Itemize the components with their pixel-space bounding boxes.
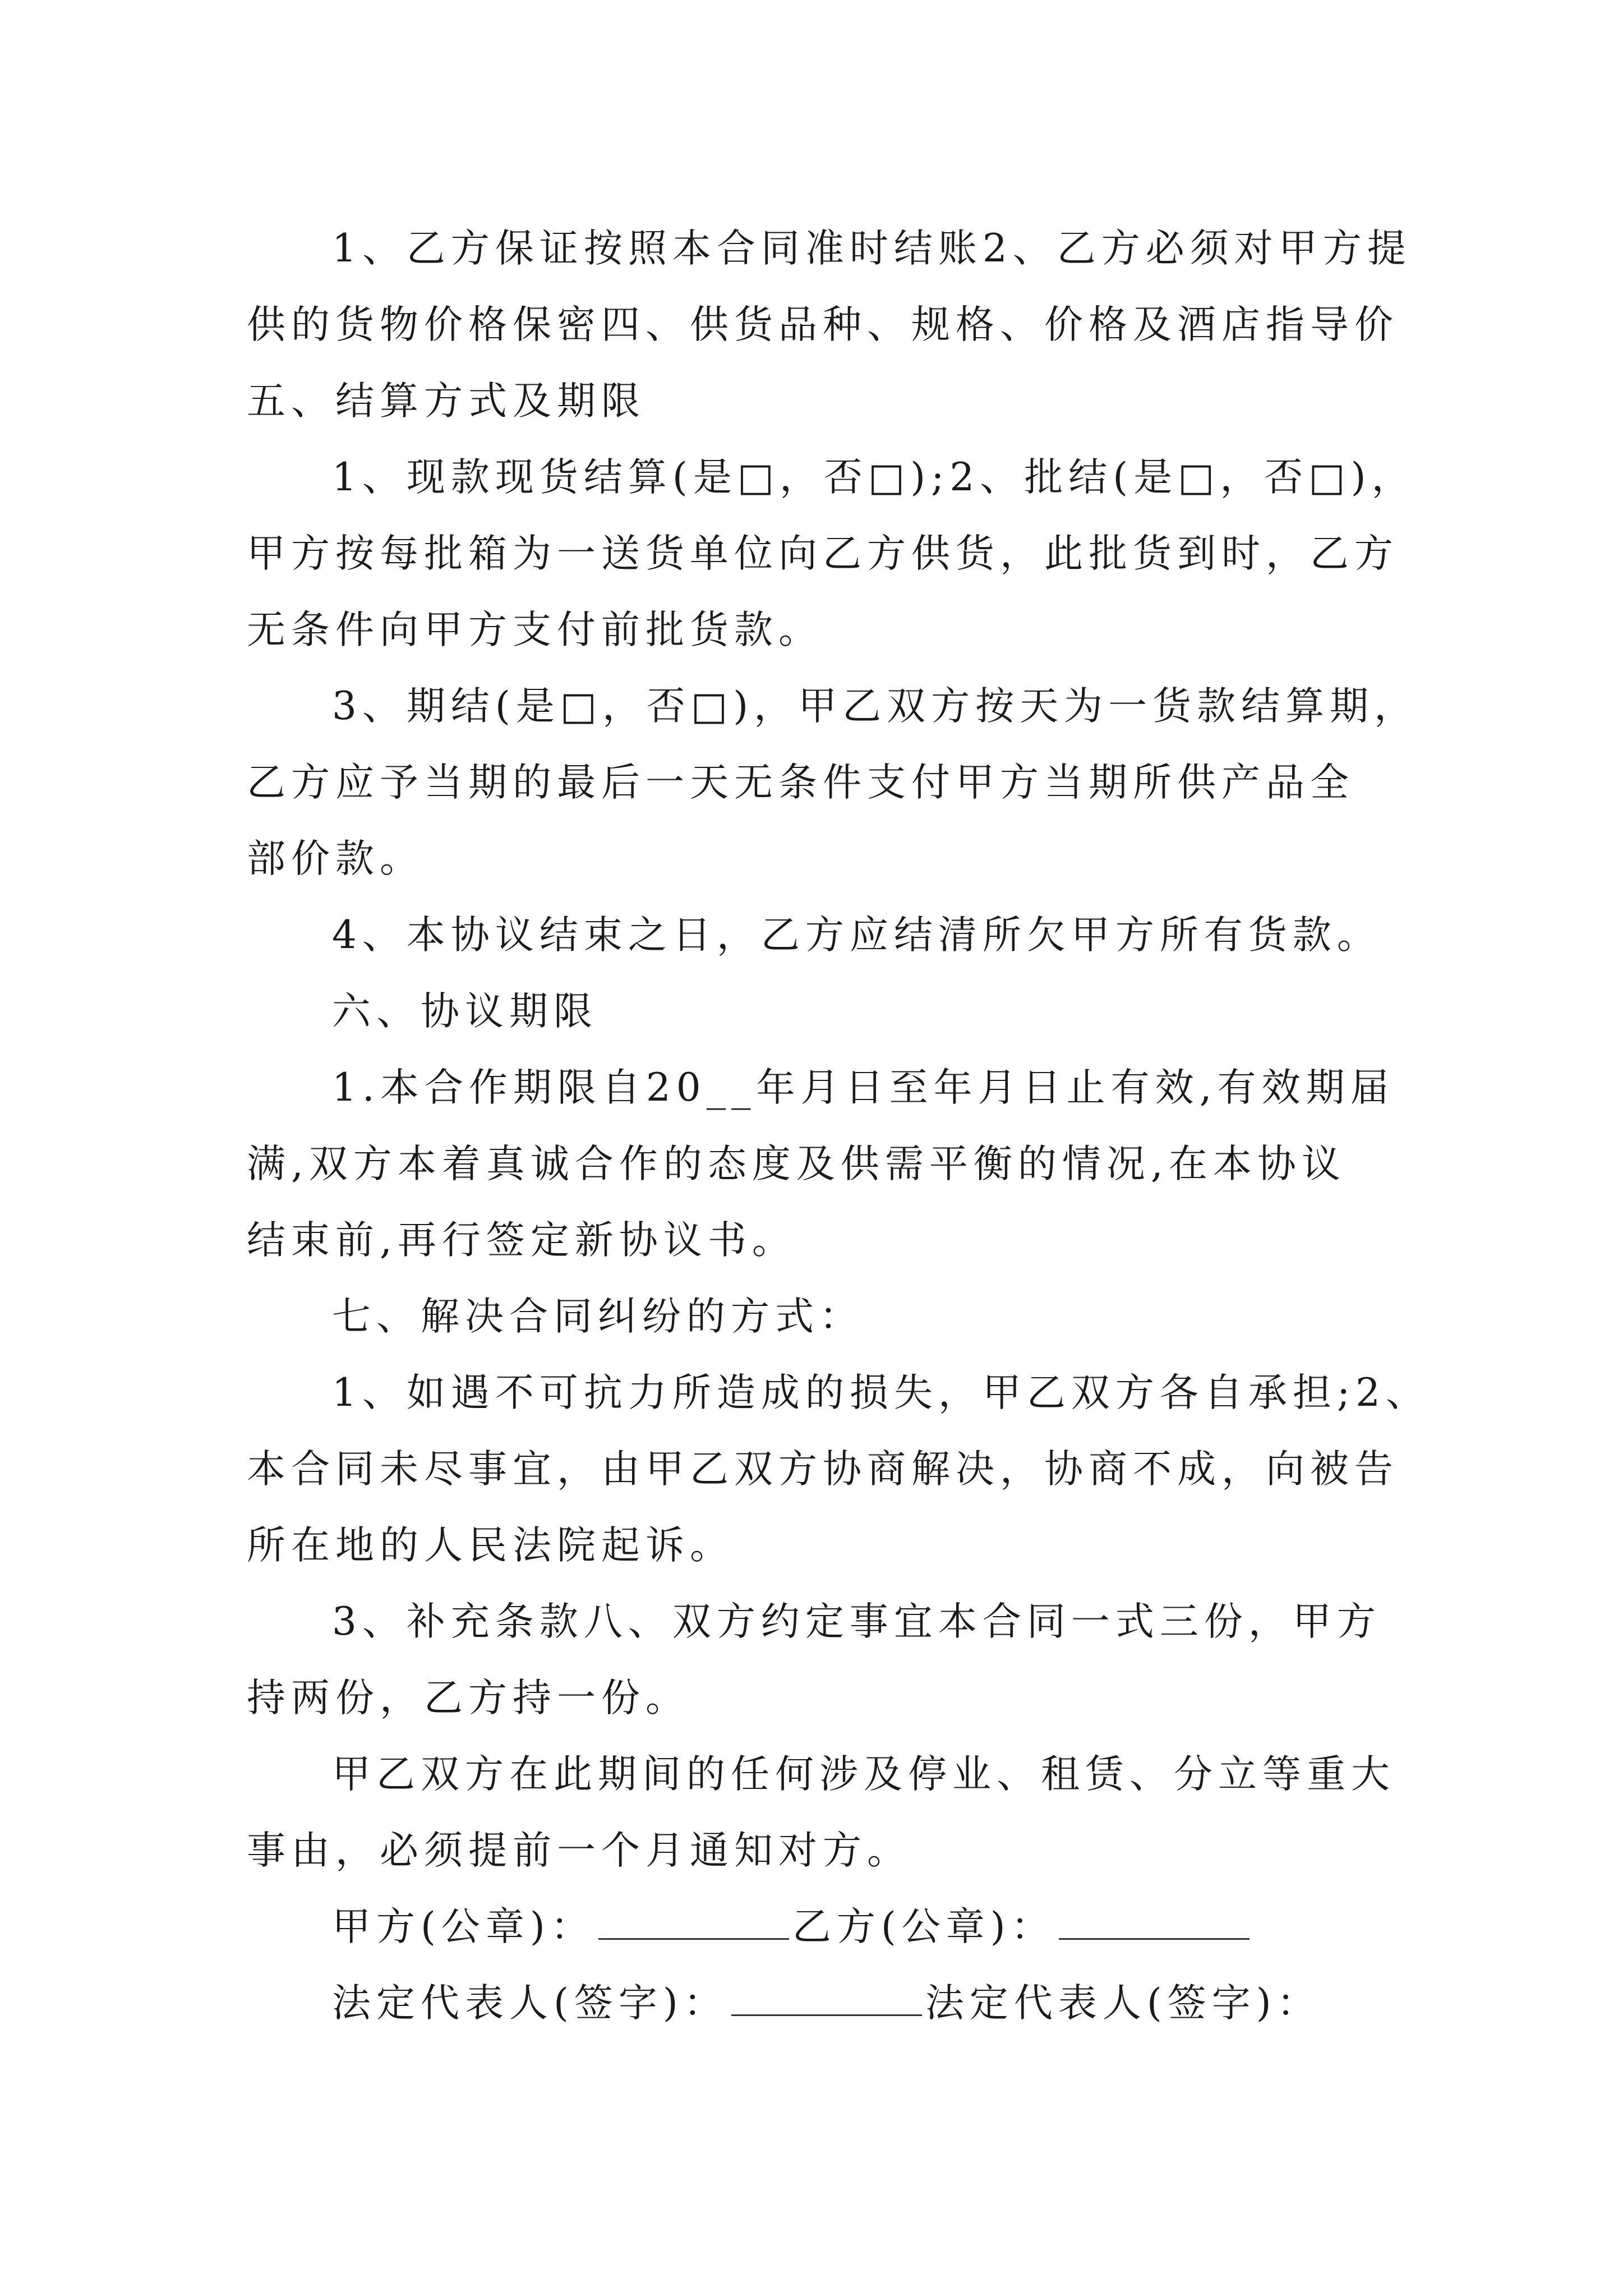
paragraph-line: 甲方按每批箱为一送货单位向乙方供货，此批货到时，乙方 (247, 531, 1399, 576)
seal-row (247, 1889, 1391, 1965)
section-heading-settlement: 五、结算方式及期限 (247, 379, 645, 424)
party-a-seal-blank[interactable] (598, 1906, 789, 1940)
paragraph-line: 结束前,再行签定新协议书。 (247, 1218, 796, 1263)
party-b-legal-rep-label: 法定代表人(签字)： (925, 1981, 1321, 2026)
paragraph-line: 持两份，乙方持一份。 (247, 1676, 690, 1720)
paragraph-line: 1、如遇不可抗力所造成的损失，甲乙双方各自承担;2、 (332, 1370, 1431, 1415)
party-b-seal-label: 乙方(公章)： (792, 1904, 1055, 1949)
paragraph-line: 乙方应予当期的最后一天无条件支付甲方当期所供产品全 (247, 760, 1354, 805)
paragraph-line: 3、期结(是□，否□)，甲乙双方按天为一货款结算期， (332, 684, 1419, 729)
paragraph-line: 本合同未尽事宜，由甲乙双方协商解决，协商不成，向被告 (247, 1447, 1399, 1492)
legal-rep-row (247, 1965, 1391, 2041)
paragraph-line: 满,双方本着真诚合作的态度及供需平衡的情况,在本协议 (247, 1142, 1346, 1186)
party-a-legal-rep-label: 法定代表人(签字)： (332, 1981, 728, 2026)
document-body (247, 210, 1431, 2041)
paragraph-line: 1.本合作期限自20__年月日至年月日止有效,有效期届 (332, 1065, 1395, 1110)
paragraph-line: 4、本协议结束之日，乙方应结清所欠甲方所有货款。 (332, 913, 1381, 958)
paragraph-line: 1、乙方保证按照本合同准时结账2、乙方必须对甲方提 (332, 226, 1412, 271)
paragraph-line: 甲乙双方在此期间的任何涉及停业、租赁、分立等重大 (332, 1752, 1395, 1797)
party-a-legal-rep-blank[interactable] (731, 1982, 922, 2016)
paragraph-line: 无条件向甲方支付前批货款。 (247, 608, 823, 652)
paragraph-line: 1、现款现货结算(是□，否□);2、批结(是□，否□)， (332, 455, 1416, 500)
party-a-seal-label: 甲方(公章)： (332, 1904, 595, 1949)
paragraph-line: 所在地的人民法院起诉。 (247, 1523, 734, 1568)
paragraph-line: 供的货物价格保密四、供货品种、规格、价格及酒店指导价 (247, 302, 1399, 347)
section-heading-disputes: 七、解决合同纠纷的方式： (332, 1294, 864, 1339)
paragraph-line: 事由，必须提前一个月通知对方。 (247, 1828, 911, 1873)
paragraph-line: 部价款。 (247, 836, 424, 881)
paragraph-line: 3、补充条款八、双方约定事宜本合同一式三份，甲方 (332, 1599, 1381, 1644)
party-b-seal-blank[interactable] (1059, 1906, 1249, 1940)
section-heading-term: 六、协议期限 (332, 989, 598, 1034)
